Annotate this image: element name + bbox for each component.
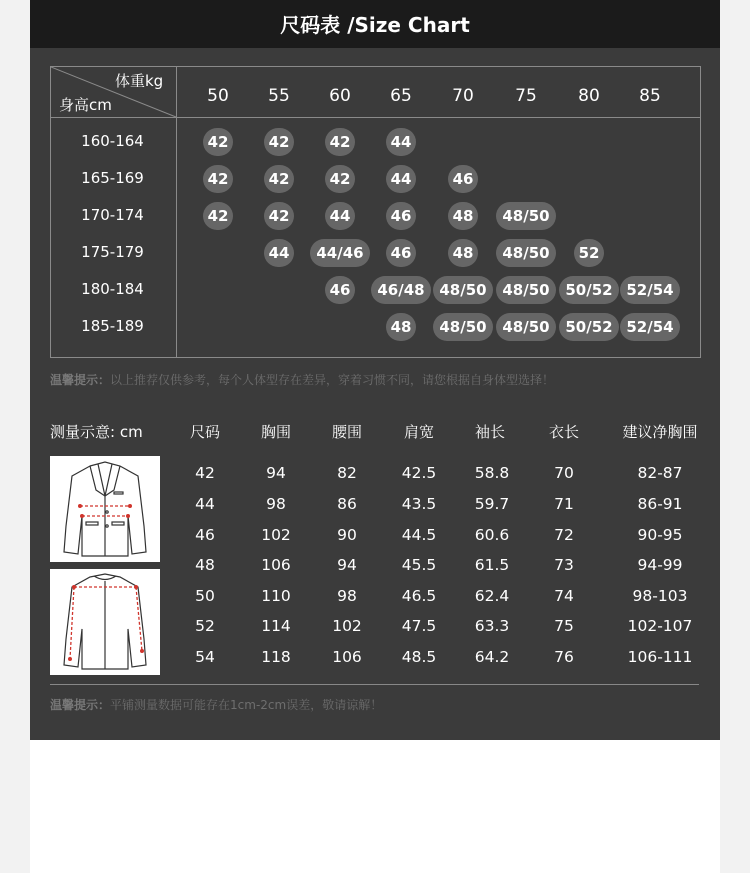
tip-label: 温馨提示： [50,698,111,712]
tip-text: 以上推荐仅供参考，每个人体型存在差异，穿着习惯不同，请您根据自身体型选择！ [110,373,555,387]
size-pill: 48/50 [496,313,556,341]
measure-header: 测量示意: cm [50,423,143,441]
height-axis-label: 身高cm [59,96,112,114]
size-pill: 42 [325,165,355,193]
tip-measurement [50,696,382,713]
jacket-front-figure [50,456,160,562]
measure-cell: 72 [554,526,574,544]
measure-cell: 82-87 [637,464,683,482]
measure-cell: 98 [266,495,286,513]
size-pill: 50/52 [559,276,619,304]
measure-cell: 46.5 [401,587,437,605]
size-pill: 42 [203,165,233,193]
size-pill: 44 [386,128,416,156]
measure-cell: 52 [195,617,215,635]
size-pill: 48/50 [496,202,556,230]
measure-cell: 44.5 [401,526,437,544]
size-pill: 46 [325,276,355,304]
measure-header: 衣长 [548,423,580,441]
measure-cell: 102-107 [627,617,693,635]
measure-cell: 44 [195,495,215,513]
measure-cell: 90-95 [637,526,683,544]
weight-header: 75 [515,86,537,106]
size-pill: 44 [386,165,416,193]
size-pill: 52 [574,239,604,267]
weight-header: 55 [268,86,290,106]
measure-cell: 98-103 [632,587,688,605]
weight-header: 65 [390,86,412,106]
measure-cell: 82 [337,464,357,482]
size-pill: 46/48 [371,276,431,304]
weight-header: 70 [452,86,474,106]
measure-cell: 47.5 [401,617,437,635]
tip-text: 平铺测量数据可能存在1cm-2cm误差，敬请谅解！ [110,698,383,712]
measure-header: 建议净胸围 [622,423,698,441]
measure-header: 尺码 [189,423,221,441]
size-pill: 48 [386,313,416,341]
measure-cell: 50 [195,587,215,605]
measure-cell: 114 [261,617,291,635]
measure-header: 腰围 [331,423,363,441]
size-pill: 48 [448,239,478,267]
measure-cell: 98 [337,587,357,605]
measure-cell: 61.5 [474,556,510,574]
size-pill: 42 [264,165,294,193]
weight-header: 85 [639,86,661,106]
measure-cell: 60.6 [474,526,510,544]
measure-cell: 70 [554,464,574,482]
height-row-label: 165-169 [81,169,144,187]
weight-header: 50 [207,86,229,106]
measure-cell: 75 [554,617,574,635]
size-pill: 50/52 [559,313,619,341]
measure-cell: 74 [554,587,574,605]
size-pill: 48/50 [433,276,493,304]
jacket-back-figure [50,569,160,675]
measure-cell: 106-111 [627,648,693,666]
measure-cell: 46 [195,526,215,544]
measure-cell: 63.3 [474,617,510,635]
measure-cell: 90 [337,526,357,544]
height-row-label: 185-189 [81,317,144,335]
measure-cell: 106 [261,556,291,574]
measure-cell: 58.8 [474,464,510,482]
height-row-label: 170-174 [81,206,144,224]
weight-header: 80 [578,86,600,106]
weight-axis-label: 体重kg [115,72,164,90]
jacket-front-icon [50,456,160,562]
size-pill: 52/54 [620,313,680,341]
measure-cell: 43.5 [401,495,437,513]
measure-cell: 59.7 [474,495,510,513]
measure-cell: 45.5 [401,556,437,574]
size-pill: 44/46 [310,239,370,267]
measure-cell: 42.5 [401,464,437,482]
measure-header: 胸围 [260,423,292,441]
measure-cell: 73 [554,556,574,574]
measure-cell: 94 [266,464,286,482]
height-row-label: 160-164 [81,132,144,150]
measure-cell: 48.5 [401,648,437,666]
size-pill: 52/54 [620,276,680,304]
bottom-divider [50,684,699,685]
measure-cell: 86-91 [637,495,683,513]
measure-cell: 54 [195,648,215,666]
measure-header: 袖长 [474,423,506,441]
weight-header: 60 [329,86,351,106]
blank-area [30,740,720,873]
measure-cell: 76 [554,648,574,666]
measure-cell: 102 [261,526,291,544]
measure-cell: 62.4 [474,587,510,605]
size-pill: 46 [386,202,416,230]
measure-cell: 48 [195,556,215,574]
size-pill: 42 [203,128,233,156]
size-pill: 48/50 [433,313,493,341]
size-pill: 42 [203,202,233,230]
size-pill: 48 [448,202,478,230]
size-pill: 44 [264,239,294,267]
size-pill: 42 [325,128,355,156]
measure-cell: 42 [195,464,215,482]
size-pill: 48/50 [496,276,556,304]
measure-header: 肩宽 [403,423,435,441]
page-title: 尺码表 /Size Chart [30,0,720,48]
measure-cell: 118 [261,648,291,666]
size-pill: 46 [386,239,416,267]
height-row-label: 175-179 [81,243,144,261]
measure-cell: 106 [332,648,362,666]
size-pill: 46 [448,165,478,193]
measure-cell: 94 [337,556,357,574]
measure-cell: 102 [332,617,362,635]
jacket-back-icon [50,569,160,675]
measure-cell: 86 [337,495,357,513]
tip-label: 温馨提示： [50,373,111,387]
measure-cell: 71 [554,495,574,513]
size-pill: 42 [264,128,294,156]
measure-cell: 110 [261,587,291,605]
size-pill: 44 [325,202,355,230]
height-row-label: 180-184 [81,280,144,298]
size-pill: 42 [264,202,294,230]
size-pill: 48/50 [496,239,556,267]
measure-cell: 94-99 [637,556,683,574]
measure-cell: 64.2 [474,648,510,666]
tip-recommendation [50,371,554,388]
